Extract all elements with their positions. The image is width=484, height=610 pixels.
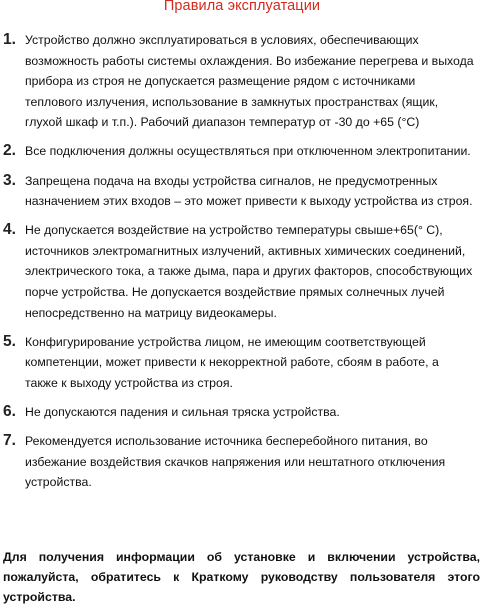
rule-text: Конфигурирование устройства лицом, не имеющим соответствующей компетенции, может привести к некорректной работе, сбоям в работе, а также к выходу устройства из строя. xyxy=(25,334,439,390)
rule-item-2 xyxy=(0,141,484,162)
rule-number: 1. xyxy=(3,31,16,48)
rule-item-7 xyxy=(0,431,484,493)
rule-item-3 xyxy=(0,171,484,212)
rule-number: 7. xyxy=(3,432,16,450)
rule-number: 3. xyxy=(3,171,16,189)
rule-number: 6. xyxy=(3,403,16,420)
rules-list xyxy=(0,30,484,493)
rule-text: Не допускаются падения и сильная тряска устройства. xyxy=(25,405,340,419)
rule-number: 2. xyxy=(3,142,16,160)
rule-text: Устройство должно эксплуатироваться в условиях, обеспечивающих возможность работы системы охлаждения. Во избежание перегрева и выхода прибора из строя не допускается размещение рядом с источниками теплового излучения, использование в замкнутых пространствах (ящик, глухой шкаф и т.п.). Рабочий диапазон температур от -30 до +65 (°С) xyxy=(25,33,474,130)
rule-item-4 xyxy=(0,220,484,323)
rule-text: Не допускается воздействие на устройство температуры свыше+65(° С), источников электромагнитных излучений, активных химических соединений, электрического тока, а также дыма, пара и других факторов, способствующих порче устройства. Не допускается воздействие прямых солнечных лучей непосредственно на матрицу видеокамеры. xyxy=(25,223,473,320)
rule-text: Запрещена подача на входы устройства сигналов, не предусмотренных назначением этих входов – это может привести к выходу устройства из строя. xyxy=(25,173,473,209)
page-title: Правила эксплуатации xyxy=(163,0,321,14)
rule-item-1 xyxy=(0,30,484,133)
rule-text: Все подключения должны осуществляться при отключенном электропитании. xyxy=(25,144,471,159)
rule-number: 5. xyxy=(3,332,16,350)
rule-number: 4. xyxy=(3,221,16,239)
rule-item-5 xyxy=(0,332,484,394)
rule-item-6 xyxy=(0,402,484,423)
footer-note: Для получения информации об установке и включении устройства, пожалуйста, обратитесь к Краткому руководству пользователя этого устройства. xyxy=(3,550,480,604)
rule-text: Рекомендуется использование источника бесперебойного питания, во избежание воздействия скачков напряжения или нештатного отключения устройства. xyxy=(25,434,446,490)
